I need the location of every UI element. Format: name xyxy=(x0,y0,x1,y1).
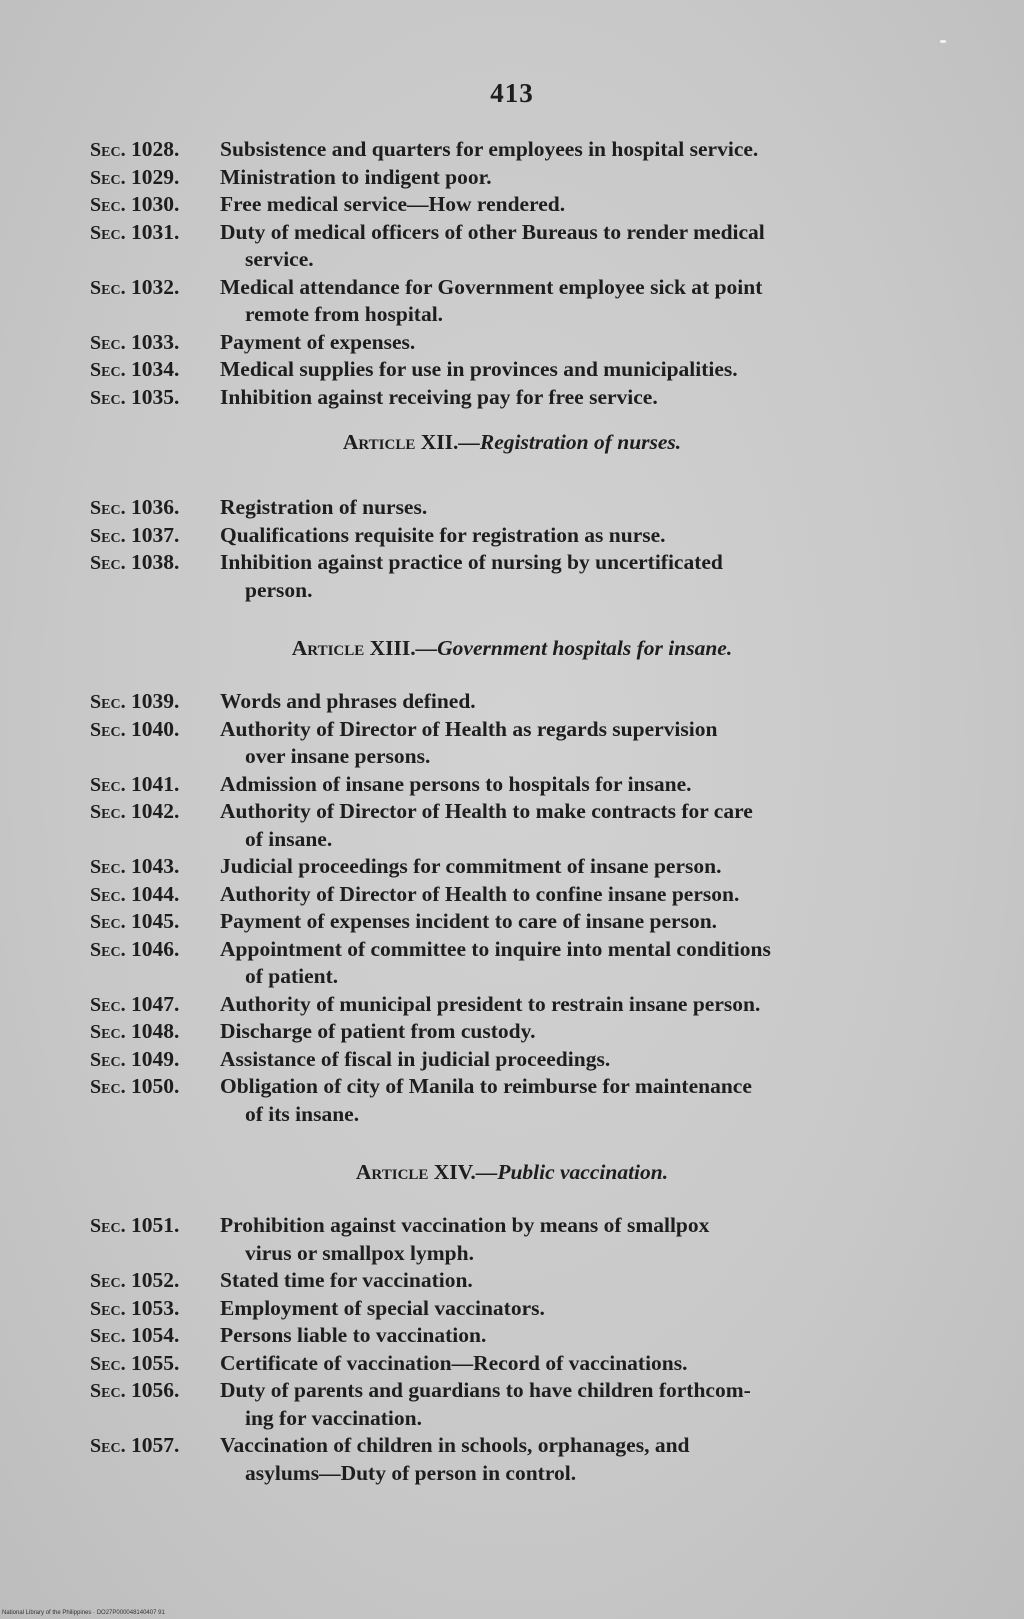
section-num: 1037. xyxy=(130,522,180,547)
section-label: Sec. xyxy=(90,497,126,519)
section-title-continuation: of insane. xyxy=(245,826,333,851)
section-number xyxy=(90,1322,220,1351)
section-number xyxy=(90,549,220,578)
section-num: 1031. xyxy=(130,219,180,244)
section-entry xyxy=(90,1073,920,1128)
section-title-continuation: of its insane. xyxy=(245,1101,360,1126)
section-title-text: Qualifications requisite for registration as nurse. xyxy=(220,522,666,547)
section-num: 1043. xyxy=(130,854,180,878)
section-label: Sec. xyxy=(90,1352,126,1375)
section-entry xyxy=(90,1018,920,1046)
section-number xyxy=(90,494,220,523)
section-entry xyxy=(90,716,920,771)
section-title xyxy=(220,329,920,357)
section-num: 1049. xyxy=(130,1046,180,1071)
section-num: 1035. xyxy=(130,384,180,409)
section-num: 1039. xyxy=(130,689,180,713)
section-number xyxy=(90,936,220,965)
section-entry xyxy=(90,1432,920,1487)
section-num: 1042. xyxy=(130,799,180,823)
section-label: Sec. xyxy=(90,1076,126,1098)
section-title xyxy=(220,522,920,550)
section-label: Sec. xyxy=(90,1297,126,1320)
section-list-article-xiv xyxy=(90,1212,920,1487)
section-title-text: Persons liable to vaccination. xyxy=(220,1323,487,1347)
section-title-text: Appointment of committee to inquire into mental conditions xyxy=(220,936,771,961)
section-label: Sec. xyxy=(90,386,126,409)
section-entry xyxy=(90,1267,920,1295)
section-title-text: Medical supplies for use in provinces and municipalities. xyxy=(220,357,738,381)
article-label: Article XIV. xyxy=(355,1160,476,1184)
section-title xyxy=(220,1073,920,1128)
section-num: 1044. xyxy=(130,881,180,906)
section-num: 1028. xyxy=(130,137,180,161)
section-title-text: Free medical service—How rendered. xyxy=(220,192,566,216)
section-entry xyxy=(90,936,920,991)
section-entry xyxy=(90,522,920,550)
section-number xyxy=(90,716,220,745)
section-title-text: Payment of expenses incident to care of insane person. xyxy=(220,909,718,933)
section-label: Sec. xyxy=(90,993,126,1016)
section-label: Sec. xyxy=(90,139,126,161)
section-number xyxy=(90,136,220,165)
section-title xyxy=(220,1295,920,1323)
section-title-continuation: ing for vaccination. xyxy=(245,1405,422,1430)
section-title-text: Authority of Director of Health to make contracts for care xyxy=(220,799,753,823)
section-title-text: Ministration to indigent poor. xyxy=(220,164,492,189)
section-title xyxy=(220,356,920,384)
section-title xyxy=(220,853,920,881)
section-number xyxy=(90,1350,220,1379)
section-num: 1045. xyxy=(130,909,180,933)
section-number xyxy=(90,274,220,303)
section-title-text: Inhibition against receiving pay for free service. xyxy=(220,384,658,409)
section-number xyxy=(90,522,220,551)
section-number xyxy=(90,881,220,910)
section-number xyxy=(90,798,220,827)
article-heading-xii xyxy=(0,430,1024,455)
section-title-continuation: asylums—Duty of person in control. xyxy=(245,1460,577,1485)
section-list-article-xi-tail xyxy=(90,136,920,411)
section-num: 1029. xyxy=(130,164,180,189)
section-title-text: Medical attendance for Government employee sick at point xyxy=(220,274,763,299)
section-title-text: Judicial proceedings for commitment of insane person. xyxy=(220,854,722,878)
section-entry xyxy=(90,384,920,412)
section-label: Sec. xyxy=(90,221,126,244)
section-title xyxy=(220,1322,920,1350)
section-entry xyxy=(90,1377,920,1432)
section-number xyxy=(90,384,220,413)
section-entry xyxy=(90,219,920,274)
section-label: Sec. xyxy=(90,691,126,713)
section-number xyxy=(90,329,220,358)
section-number xyxy=(90,1295,220,1324)
section-num: 1052. xyxy=(130,1268,180,1292)
section-title-text: Authority of Director of Health as regards supervision xyxy=(220,716,718,741)
section-number xyxy=(90,853,220,882)
section-num: 1053. xyxy=(130,1295,180,1320)
section-label: Sec. xyxy=(90,911,126,933)
section-entry xyxy=(90,1295,920,1323)
section-num: 1030. xyxy=(130,192,180,216)
section-title-text: Authority of Director of Health to confine insane person. xyxy=(220,881,740,906)
section-title-text: Assistance of fiscal in judicial proceedings. xyxy=(220,1046,611,1071)
section-title xyxy=(220,881,920,909)
section-list-article-xiii xyxy=(90,688,920,1128)
section-title-continuation: virus or smallpox lymph. xyxy=(245,1240,474,1265)
section-number xyxy=(90,688,220,717)
section-title-continuation: person. xyxy=(245,577,313,602)
section-title-text: Subsistence and quarters for employees in hospital service. xyxy=(220,137,759,161)
section-entry xyxy=(90,356,920,384)
section-num: 1057. xyxy=(130,1433,180,1457)
section-label: Sec. xyxy=(90,1325,126,1347)
section-num: 1032. xyxy=(130,274,180,299)
section-label: Sec. xyxy=(90,883,126,906)
section-entry xyxy=(90,1212,920,1267)
section-entry xyxy=(90,136,920,164)
section-entry xyxy=(90,688,920,716)
section-num: 1055. xyxy=(130,1350,180,1375)
section-num: 1048. xyxy=(130,1019,180,1043)
section-number xyxy=(90,1212,220,1241)
section-num: 1054. xyxy=(130,1323,180,1347)
section-title-text: Duty of parents and guardians to have children forthcom- xyxy=(220,1378,751,1402)
section-title-text: Certificate of vaccination—Record of vaccinations. xyxy=(220,1350,688,1375)
page-number: 413 xyxy=(490,78,534,108)
section-title xyxy=(220,1018,920,1046)
section-title xyxy=(220,716,920,771)
section-title-text: Vaccination of children in schools, orphanages, and xyxy=(220,1433,690,1457)
section-label: Sec. xyxy=(90,718,126,741)
section-entry xyxy=(90,991,920,1019)
section-title xyxy=(220,1377,920,1432)
section-title xyxy=(220,494,920,522)
article-heading-xiv xyxy=(0,1160,1024,1185)
section-title-text: Employment of special vaccinators. xyxy=(220,1295,545,1320)
section-title xyxy=(220,771,920,799)
section-label: Sec. xyxy=(90,552,126,574)
section-entry xyxy=(90,1350,920,1378)
section-title xyxy=(220,908,920,936)
section-title xyxy=(220,549,920,604)
section-label: Sec. xyxy=(90,1215,126,1237)
section-number xyxy=(90,1377,220,1406)
section-entry xyxy=(90,771,920,799)
section-number xyxy=(90,1046,220,1075)
section-list-article-xii xyxy=(90,494,920,604)
section-title xyxy=(220,1046,920,1074)
section-title-continuation: service. xyxy=(245,247,314,271)
section-title xyxy=(220,219,920,274)
section-title xyxy=(220,688,920,716)
section-label: Sec. xyxy=(90,276,126,299)
section-label: Sec. xyxy=(90,1021,126,1043)
article-label: Article XIII. xyxy=(291,636,416,660)
section-title-text: Inhibition against practice of nursing by uncertificated xyxy=(220,550,723,574)
section-entry xyxy=(90,191,920,219)
section-num: 1050. xyxy=(130,1074,180,1098)
section-number xyxy=(90,191,220,220)
section-title-text: Registration of nurses. xyxy=(220,495,428,519)
section-title-continuation: of patient. xyxy=(245,964,339,988)
section-title xyxy=(220,274,920,329)
section-title-text: Admission of insane persons to hospitals for insane. xyxy=(220,771,692,796)
section-num: 1041. xyxy=(130,771,180,796)
section-label: Sec. xyxy=(90,773,126,796)
section-entry xyxy=(90,274,920,329)
section-title-text: Discharge of patient from custody. xyxy=(220,1019,536,1043)
section-label: Sec. xyxy=(90,1380,126,1402)
section-entry xyxy=(90,1322,920,1350)
section-title xyxy=(220,1267,920,1295)
section-entry xyxy=(90,549,920,604)
section-num: 1038. xyxy=(130,550,180,574)
section-label: Sec. xyxy=(90,1048,126,1071)
section-label: Sec. xyxy=(90,194,126,216)
section-num: 1046. xyxy=(130,936,180,961)
section-label: Sec. xyxy=(90,524,126,547)
section-title-continuation: over insane persons. xyxy=(245,744,431,768)
section-label: Sec. xyxy=(90,938,126,961)
section-number xyxy=(90,1018,220,1047)
section-title-text: Stated time for vaccination. xyxy=(220,1268,473,1292)
section-entry xyxy=(90,164,920,192)
section-entry xyxy=(90,908,920,936)
section-number xyxy=(90,356,220,385)
section-num: 1040. xyxy=(130,716,180,741)
section-number xyxy=(90,1073,220,1102)
section-entry xyxy=(90,494,920,522)
section-title-text: Authority of municipal president to restrain insane person. xyxy=(220,991,761,1016)
section-number xyxy=(90,219,220,248)
section-title-text: Obligation of city of Manila to reimburse for maintenance xyxy=(220,1074,752,1098)
section-title xyxy=(220,1212,920,1267)
article-label: Article XII. xyxy=(342,430,459,454)
section-entry xyxy=(90,881,920,909)
article-heading-xiii xyxy=(0,636,1024,661)
article-subject: —Public vaccination. xyxy=(475,1160,669,1184)
section-entry xyxy=(90,1046,920,1074)
section-title xyxy=(220,164,920,192)
section-title xyxy=(220,136,920,164)
section-title-text: Payment of expenses. xyxy=(220,329,416,354)
section-title xyxy=(220,1432,920,1487)
section-title-text: Prohibition against vaccination by means of smallpox xyxy=(220,1213,710,1237)
section-entry xyxy=(90,853,920,881)
section-number xyxy=(90,164,220,193)
section-label: Sec. xyxy=(90,331,126,354)
section-num: 1051. xyxy=(130,1213,180,1237)
section-number xyxy=(90,1267,220,1296)
section-title-text: Duty of medical officers of other Bureaus to render medical xyxy=(220,219,765,244)
section-title xyxy=(220,798,920,853)
section-label: Sec. xyxy=(90,166,126,189)
section-num: 1036. xyxy=(130,495,180,519)
section-entry xyxy=(90,798,920,853)
section-title xyxy=(220,191,920,219)
section-label: Sec. xyxy=(90,1270,126,1292)
section-label: Sec. xyxy=(90,359,126,381)
section-label: Sec. xyxy=(90,856,126,878)
section-title-text: Words and phrases defined. xyxy=(220,689,476,713)
section-num: 1056. xyxy=(130,1378,180,1402)
section-title xyxy=(220,936,920,991)
section-label: Sec. xyxy=(90,1435,126,1457)
section-num: 1034. xyxy=(130,357,180,381)
article-subject: —Government hospitals for insane. xyxy=(415,636,733,660)
section-number xyxy=(90,771,220,800)
section-title-continuation: remote from hospital. xyxy=(245,302,444,326)
section-num: 1033. xyxy=(130,329,180,354)
section-num: 1047. xyxy=(130,991,180,1016)
article-subject: —Registration of nurses. xyxy=(458,430,682,454)
section-title xyxy=(220,384,920,412)
section-title xyxy=(220,1350,920,1378)
section-number xyxy=(90,991,220,1020)
section-label: Sec. xyxy=(90,801,126,823)
scan-speck xyxy=(940,40,946,43)
section-number xyxy=(90,1432,220,1461)
scan-footer: National Library of the Philippines · DO27P000048140407 91 xyxy=(2,1610,165,1616)
section-entry xyxy=(90,329,920,357)
section-number xyxy=(90,908,220,937)
section-title xyxy=(220,991,920,1019)
